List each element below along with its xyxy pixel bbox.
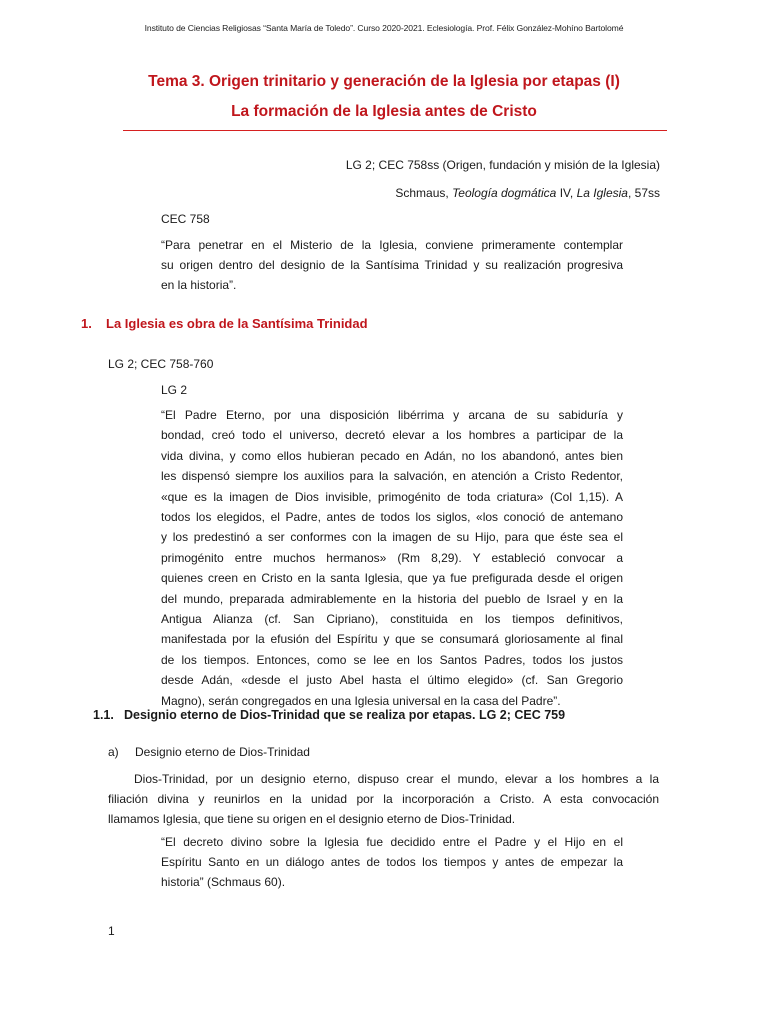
cec758-line: su origen dentro del designio de la Santísima Trinidad y su realización progresiva xyxy=(161,258,623,272)
page-subtitle: La formación de la Iglesia antes de Cristo xyxy=(231,103,537,120)
lg2-line: bondad, creó todo el universo, decretó elevar a los hombres a participar de la xyxy=(161,428,623,443)
lg2-label: LG 2 xyxy=(161,383,188,397)
paragraph-line: Dios-Trinidad, por un designio eterno, dispuso crear el mundo, elevar a los hombres a la xyxy=(134,772,659,786)
lg2-quote xyxy=(161,405,623,711)
lg2-line: de los tiempos. Entonces, como se lee en los Santos Padres, todos los justos xyxy=(161,652,623,667)
section-1-1-number: 1.1. xyxy=(93,708,114,722)
ref2-subtitle: La Iglesia xyxy=(576,186,628,200)
cec758-label: CEC 758 xyxy=(161,212,210,226)
section-1-heading: La Iglesia es obra de la Santísima Trinidad xyxy=(106,316,368,331)
lg2-line: del mundo, preparada admirablemente en la historia del pueblo de Israel y en la xyxy=(161,591,623,606)
title-divider xyxy=(123,130,667,131)
lg2-line: Magno), serán congregados en una Iglesia universal en la casa del Padre”. xyxy=(161,693,561,708)
quote-line: Espíritu Santo en un diálogo antes de todos los tiempos y antes de empezar la xyxy=(161,855,623,869)
running-header: Instituto de Ciencias Religiosas “Santa María de Toledo”. Curso 2020-2021. Eclesiología. Prof. Félix González-Mohíno Bartolomé xyxy=(144,23,624,33)
ref2-vol: IV, xyxy=(556,186,577,200)
cec758-quote xyxy=(161,235,623,295)
page-number: 1 xyxy=(108,924,115,938)
lg2-line: «que es la imagen de Dios invisible, primogénito de toda criatura» (Col 1,15). A xyxy=(161,489,623,504)
cec758-line: “Para penetrar en el Misterio de la Iglesia, conviene primeramente contemplar xyxy=(161,238,623,252)
ref2-book: Teología dogmática xyxy=(452,186,557,200)
ref2-pages: , 57ss xyxy=(627,186,660,200)
paragraph-line: filiación divina y reunirlos en la unidad por la incorporación a Cristo. A esta convocación xyxy=(108,792,659,806)
section-1-number: 1. xyxy=(81,316,92,331)
lg2-line: vida divina, y como ellos hubieran pecado en Adán, no los abandonó, antes bien xyxy=(161,448,623,463)
lg2-line: primogénito entre muchos hermanos» (Rm 8,29). Y estableció convocar a xyxy=(161,550,623,565)
lg2-line: Antigua Alianza (cf. San Cipriano), constituida en los tiempos definitivos, xyxy=(161,612,623,627)
lg2-line: desde Adán, «desde el justo Abel hasta el último elegido» (cf. San Gregorio xyxy=(161,673,623,688)
lg2-line: y los predestinó a ser conformes con la imagen de su Hijo, para que éste sea el xyxy=(161,530,623,545)
lg2-line: “El Padre Eterno, por una disposición libérrima y arcana de su sabiduría y xyxy=(161,408,623,422)
lg2-line: les dispensó siempre los auxilios para la salvación, en atención a Cristo Redentor, xyxy=(161,469,623,484)
reference-line-2 xyxy=(395,186,660,200)
subsection-a-number: a) xyxy=(108,745,119,759)
subsection-a-heading: Designio eterno de Dios-Trinidad xyxy=(135,745,310,759)
page-title: Tema 3. Origen trinitario y generación de la Iglesia por etapas (I) xyxy=(148,73,620,90)
cec758-line: en la historia”. xyxy=(161,278,237,292)
quote-line: historia” (Schmaus 60). xyxy=(161,875,286,889)
section-1-1-heading: Designio eterno de Dios-Trinidad que se realiza por etapas. LG 2; CEC 759 xyxy=(124,708,566,722)
lg2-line: todos los elegidos, el Padre, antes de todos los siglos, «los conoció de antemano xyxy=(161,510,623,525)
paragraph-a xyxy=(108,769,659,829)
lg2-line: quienes creen en Cristo en la santa Iglesia, que ya fue prefigurada desde el origen xyxy=(161,571,623,586)
schmaus-quote xyxy=(161,832,623,892)
ref2-author: Schmaus, xyxy=(395,186,453,200)
section-1-refs: LG 2; CEC 758-760 xyxy=(108,357,214,371)
reference-line-1: LG 2; CEC 758ss (Origen, fundación y misión de la Iglesia) xyxy=(345,158,660,172)
paragraph-line: llamamos Iglesia, que tiene su origen en el designio eterno de Dios-Trinidad. xyxy=(108,812,516,826)
lg2-line: manifestada por la efusión del Espíritu y que se consumará gloriosamente al final xyxy=(161,632,623,647)
quote-line: “El decreto divino sobre la Iglesia fue decidido entre el Padre y el Hijo en el xyxy=(161,835,623,849)
